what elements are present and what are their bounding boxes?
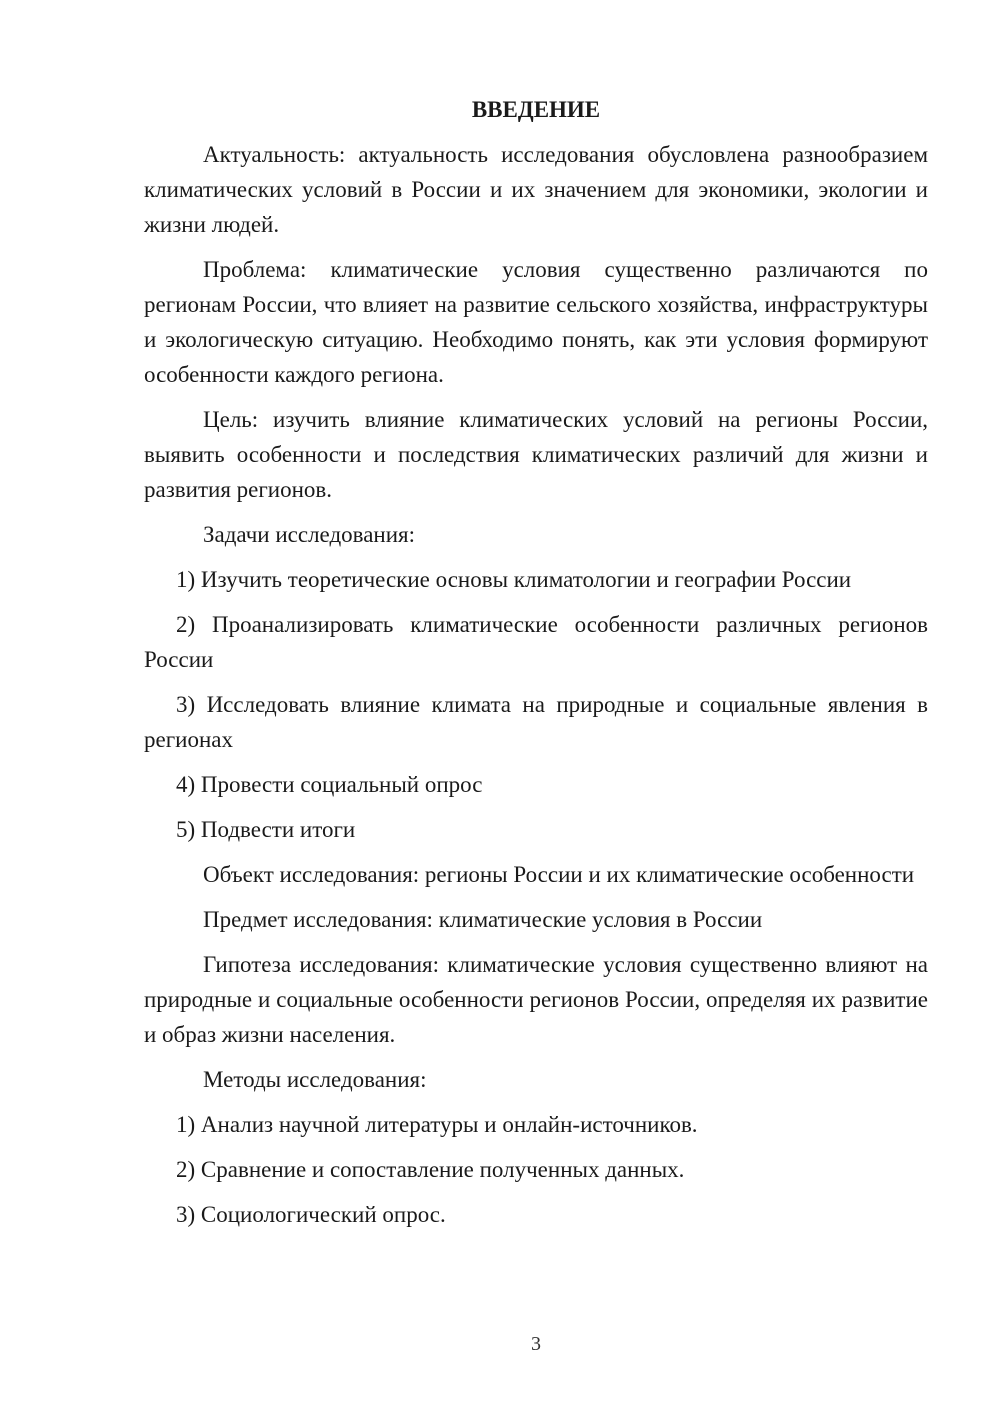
- page-number: 3: [531, 1333, 541, 1355]
- section-title: ВВЕДЕНИЕ: [471, 97, 601, 122]
- tasks-heading: Задачи исследования:: [203, 522, 416, 547]
- task-item: 2) Проанализировать климатические особенности различных регионов России: [144, 612, 928, 672]
- task-item: 1) Изучить теоретические основы климатологии и географии России: [176, 567, 852, 592]
- task-item: 3) Исследовать влияние климата на природные и социальные явления в регионах: [144, 692, 928, 752]
- subject-paragraph: Предмет исследования: климатические условия в России: [203, 907, 763, 932]
- method-item: 3) Социологический опрос.: [176, 1202, 446, 1227]
- document-page: [144, 92, 928, 1242]
- goal-paragraph: Цель: изучить влияние климатических условий на регионы России, выявить особенности и последствия климатических различий для жизни и развития регионов.: [144, 407, 928, 502]
- problem-paragraph: Проблема: климатические условия существенно различаются по регионам России, что влияет на развитие сельского хозяйства, инфраструктуры и экологическую ситуацию. Необходимо понять, как эти условия формируют особенности каждого региона.: [144, 257, 928, 387]
- method-item: 2) Сравнение и сопоставление полученных данных.: [176, 1157, 685, 1182]
- object-paragraph: Объект исследования: регионы России и их климатические особенности: [203, 862, 915, 887]
- relevance-paragraph: Актуальность: актуальность исследования обусловлена разнообразием климатических условий в России и их значением для экономики, экологии и жизни людей.: [144, 142, 928, 237]
- task-item: 5) Подвести итоги: [176, 817, 356, 842]
- hypothesis-paragraph: Гипотеза исследования: климатические условия существенно влияют на природные и социальные особенности регионов России, определяя их развитие и образ жизни населения.: [144, 952, 928, 1047]
- method-item: 1) Анализ научной литературы и онлайн-источников.: [176, 1112, 698, 1137]
- methods-heading: Методы исследования:: [203, 1067, 427, 1092]
- task-item: 4) Провести социальный опрос: [176, 772, 483, 797]
